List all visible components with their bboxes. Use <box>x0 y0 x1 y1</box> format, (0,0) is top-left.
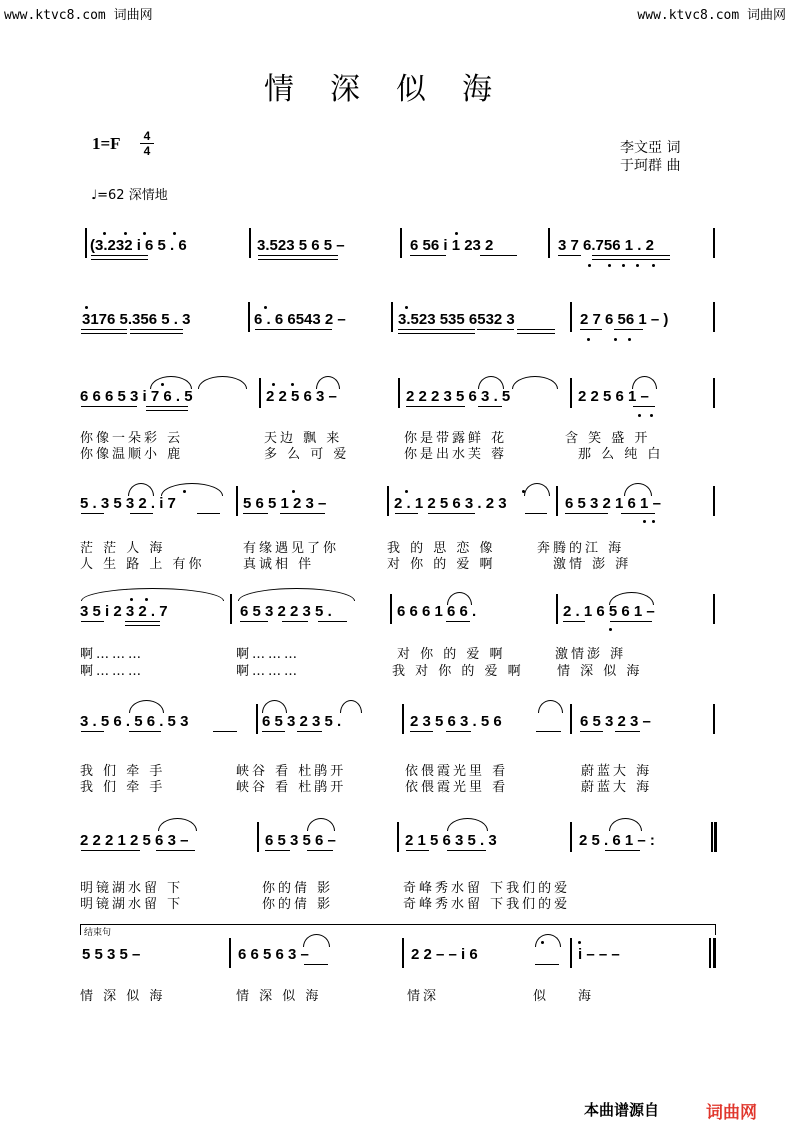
measure-notes: 6 5 3 2 3 5 . <box>262 713 342 730</box>
bar-line <box>391 302 393 332</box>
beam-line <box>563 621 585 622</box>
beam-line <box>243 513 268 514</box>
octave-dot <box>130 598 133 601</box>
slur-arc <box>535 934 561 947</box>
beam-line <box>125 625 160 626</box>
beam-line <box>535 964 559 965</box>
lyric-line: 你是出水芙 蓉 <box>404 447 508 462</box>
bar-line <box>714 822 717 852</box>
lyric-line: 依偎霞光里 看 <box>405 764 509 779</box>
lyric-line: 对 你 的 爱 啊 <box>387 557 496 572</box>
slur-arc <box>128 483 154 496</box>
measure-notes: 2 7 6 56 1 – ) <box>580 311 669 328</box>
bar-line <box>400 228 402 258</box>
slur-arc <box>609 818 642 831</box>
beam-line <box>280 513 325 514</box>
measure-notes: 2 5 . 6 1 – : <box>579 832 655 849</box>
bar-line <box>709 938 711 968</box>
time-signature-top: 4 <box>143 129 151 143</box>
beam-line <box>265 850 290 851</box>
measure-notes: 6 5 3 2 2 3 5 . <box>240 603 332 620</box>
beam-line <box>91 255 148 256</box>
beam-line <box>395 513 418 514</box>
lyric-line: 峡谷 看 杜鹃开 <box>236 780 347 795</box>
slur-arc <box>307 818 335 831</box>
site-watermark-left: www.ktvc8.com 词曲网 <box>4 8 153 23</box>
measure-notes: 6 6 6 5 3 i 7 6 . 5 <box>80 388 193 405</box>
beam-line <box>258 259 338 260</box>
bar-line <box>229 938 231 968</box>
beam-line <box>410 255 446 256</box>
slur-arc <box>303 934 330 947</box>
bar-line <box>398 378 400 408</box>
lyric-line: 啊……… <box>236 647 301 662</box>
beam-line <box>130 513 153 514</box>
slur-arc <box>632 376 657 389</box>
lyric-line: 你像一朵彩 云 <box>80 431 184 446</box>
beam-line <box>610 621 652 622</box>
octave-dot <box>264 306 267 309</box>
beam-line <box>125 621 160 622</box>
measure-notes: 2 1 5 6 3 5 . 3 <box>405 832 497 849</box>
lyric-line: 明镜湖水留 下 <box>80 897 184 912</box>
beam-line <box>81 329 127 330</box>
beam-line <box>536 731 561 732</box>
measure-notes: 6 6 5 6 3 – <box>238 946 309 963</box>
lyric-line: 我 对 你 的 爱 啊 <box>392 664 524 679</box>
source-label: 本曲谱源自 <box>584 1101 660 1119</box>
beam-line <box>81 850 140 851</box>
bar-line <box>390 594 392 624</box>
beam-line <box>213 731 237 732</box>
lyric-line: 明镜湖水留 下 <box>80 881 184 896</box>
octave-dot <box>587 338 590 341</box>
beam-line <box>615 731 640 732</box>
beam-line <box>255 329 332 330</box>
beam-line <box>307 850 333 851</box>
beam-line <box>262 731 285 732</box>
measure-notes: 6 5 3 2 3 – <box>580 713 651 730</box>
bar-line <box>387 486 389 516</box>
lyric-line: 奇峰秀水留 下我们的爱 <box>403 897 571 912</box>
measure-notes: 6 5 3 2 1 6 1 – <box>565 495 661 512</box>
lyric-line: 我 们 牵 手 <box>80 764 166 779</box>
measure-notes: 6 56 i 1 23 2 <box>410 237 494 254</box>
bar-line <box>713 704 715 734</box>
bar-line <box>570 938 572 968</box>
lyric-line: 你的倩 影 <box>262 897 334 912</box>
beam-line <box>130 333 183 334</box>
bar-line <box>236 486 238 516</box>
lyric-line: 情 深 似 海 <box>80 989 166 1004</box>
lyric-line: 依偎霞光里 看 <box>405 780 509 795</box>
octave-dot <box>541 941 544 944</box>
beam-line <box>480 255 517 256</box>
bar-line <box>556 486 558 516</box>
lyric-line: 含 笑 盛 开 <box>565 431 651 446</box>
measure-notes: 3 5 i 2 3 2 . 7 <box>80 603 168 620</box>
slur-arc <box>624 483 652 496</box>
measure-notes: 2 2 2 3 5 6 3 . 5 <box>406 388 511 405</box>
bar-line <box>713 938 716 968</box>
song-title: 情深似海 <box>264 72 528 107</box>
octave-dot <box>161 383 164 386</box>
octave-dot <box>643 520 646 523</box>
octave-dot <box>622 264 625 267</box>
slur-arc <box>447 592 472 605</box>
beam-line <box>406 406 465 407</box>
octave-dot <box>143 232 146 235</box>
measure-notes: 2 2 5 6 1 – <box>578 388 649 405</box>
beam-line <box>240 621 268 622</box>
slur-arc <box>538 700 563 713</box>
beam-line <box>91 259 148 260</box>
time-signature <box>140 130 154 157</box>
coda-label: 结束句 <box>84 928 112 938</box>
lyric-line: 激情澎 湃 <box>555 647 627 662</box>
lyric-line: 情深 <box>407 989 440 1004</box>
beam-line <box>81 621 104 622</box>
lyric-line: 啊……… <box>236 664 301 679</box>
slur-arc <box>150 376 192 389</box>
bar-line <box>570 822 572 852</box>
measure-notes: 2 . 1 6 5 6 1 – <box>563 603 655 620</box>
bar-line <box>248 302 250 332</box>
octave-dot <box>628 338 631 341</box>
beam-line <box>406 850 429 851</box>
lyric-line: 对 你 的 爱 啊 <box>397 647 506 662</box>
slur-arc <box>158 818 197 831</box>
slur-arc <box>524 483 550 496</box>
bar-line <box>570 704 572 734</box>
beam-line <box>478 406 502 407</box>
octave-dot <box>173 232 176 235</box>
beam-line <box>398 333 475 334</box>
lyric-line: 峡谷 看 杜鹃开 <box>236 764 347 779</box>
bar-line <box>402 938 404 968</box>
lyric-line: 天边 飘 来 <box>264 431 343 446</box>
lyric-line: 那 么 纯 白 <box>578 447 664 462</box>
beam-line <box>558 255 581 256</box>
beam-line <box>197 513 220 514</box>
measure-notes: 6 6 6 1 6 6 . <box>397 603 477 620</box>
octave-dot <box>183 490 186 493</box>
beam-line <box>621 513 655 514</box>
beam-line <box>282 621 308 622</box>
slur-arc <box>609 592 654 605</box>
octave-dot <box>405 490 408 493</box>
beam-line <box>81 731 104 732</box>
bar-line <box>249 228 251 258</box>
beam-line <box>517 333 555 334</box>
composer-credit: 于珂群 曲 <box>620 158 681 174</box>
bar-line <box>713 302 715 332</box>
time-signature-bottom: 4 <box>143 144 151 158</box>
lyric-line: 蔚蓝大 海 <box>581 764 653 779</box>
lyric-line: 有缘遇见了你 <box>243 541 340 556</box>
measure-notes: 3176 5.356 5 . 3 <box>82 311 191 328</box>
measure-notes: 3 7 6.756 1 . 2 <box>558 237 654 254</box>
slur-arc <box>198 376 247 389</box>
bar-line <box>257 822 259 852</box>
site-watermark-right: www.ktvc8.com 词曲网 <box>637 8 786 23</box>
beam-line <box>565 513 608 514</box>
octave-dot <box>292 490 295 493</box>
lyric-line: 似 <box>533 989 550 1004</box>
beam-line <box>446 621 470 622</box>
bar-line <box>570 302 572 332</box>
bar-line <box>713 486 715 516</box>
bar-line <box>713 378 715 408</box>
measure-notes: 3 . 5 6 . 5 6 . 5 3 <box>80 713 189 730</box>
beam-line <box>614 329 643 330</box>
octave-dot <box>609 628 612 631</box>
measure-notes: 5 6 5 1 2 3 – <box>243 495 327 512</box>
lyric-line: 啊……… <box>80 664 145 679</box>
bar-line <box>548 228 550 258</box>
slur-arc <box>129 700 164 713</box>
measure-notes: 2 2 – – i 6 <box>411 946 478 963</box>
bar-line <box>256 704 258 734</box>
beam-line <box>130 329 183 330</box>
slur-arc <box>478 376 504 389</box>
beam-line <box>580 731 603 732</box>
key-signature: 1=F <box>92 134 121 153</box>
lyric-line: 海 <box>578 989 595 1004</box>
lyric-line: 激情 澎 湃 <box>553 557 632 572</box>
site-logo-text: 词曲网 <box>706 1103 757 1123</box>
octave-dot <box>638 414 641 417</box>
beam-line <box>398 329 475 330</box>
lyric-line: 你是带露鲜 花 <box>404 431 508 446</box>
lyric-line: 你像温顺小 鹿 <box>80 447 184 462</box>
slur-arc <box>447 818 488 831</box>
octave-dot <box>272 383 275 386</box>
measure-notes: i – – – <box>578 946 620 963</box>
bar-line <box>713 594 715 624</box>
beam-line <box>318 621 347 622</box>
lyric-line: 我 的 思 恋 像 <box>387 541 496 556</box>
beam-line <box>297 731 322 732</box>
measure-notes: 3.523 535 6532 3 <box>398 311 515 328</box>
beam-line <box>517 329 555 330</box>
bar-line <box>397 822 399 852</box>
bar-line <box>85 228 87 258</box>
beam-line <box>410 731 433 732</box>
measure-notes: 6 5 3 5 6 – <box>265 832 336 849</box>
lyric-line: 奇峰秀水留 下我们的爱 <box>403 881 571 896</box>
beam-line <box>146 410 188 411</box>
beam-line <box>81 333 127 334</box>
octave-dot <box>85 306 88 309</box>
beam-line <box>146 406 188 407</box>
beam-line <box>633 406 655 407</box>
octave-dot <box>124 232 127 235</box>
measure-notes: 5 5 3 5 – <box>82 946 141 963</box>
bar-line <box>230 594 232 624</box>
octave-dot <box>522 490 525 493</box>
lyric-line: 真诚相 伴 <box>243 557 315 572</box>
lyric-line: 我 们 牵 手 <box>80 780 166 795</box>
octave-dot <box>578 941 581 944</box>
beam-line <box>592 255 670 256</box>
bar-line <box>713 228 715 258</box>
beam-line <box>304 964 328 965</box>
slur-arc <box>238 588 355 601</box>
beam-line <box>525 513 547 514</box>
octave-dot <box>636 264 639 267</box>
lyric-line: 茫 茫 人 海 <box>80 541 166 556</box>
slur-arc <box>262 700 287 713</box>
lyric-line: 奔腾的江 海 <box>537 541 625 556</box>
beam-line <box>129 731 161 732</box>
measure-notes: 2 . 1 2 5 6 3 . 2 3 <box>394 495 507 512</box>
beam-line <box>592 259 670 260</box>
beam-line <box>258 255 338 256</box>
measure-notes: (3.232 i 6 5 . 6 <box>90 237 187 254</box>
beam-line <box>447 850 486 851</box>
beam-line <box>81 513 104 514</box>
octave-dot <box>588 264 591 267</box>
slur-arc <box>316 376 340 389</box>
octave-dot <box>455 232 458 235</box>
measure-notes: 3.523 5 6 5 – <box>257 237 345 254</box>
beam-line <box>477 329 514 330</box>
bar-line <box>556 594 558 624</box>
beam-line <box>81 406 137 407</box>
beam-line <box>156 850 195 851</box>
beam-line <box>446 731 471 732</box>
octave-dot <box>614 338 617 341</box>
bar-line <box>711 822 713 852</box>
measure-notes: 2 2 2 1 2 5 6 3 – <box>80 832 189 849</box>
measure-notes: 6 . 6 6543 2 – <box>254 311 346 328</box>
lyricist-credit: 李文亞 词 <box>620 140 681 156</box>
octave-dot <box>652 520 655 523</box>
lyric-line: 蔚蓝大 海 <box>581 780 653 795</box>
tempo-marking: ♩=62 深情地 <box>91 188 168 203</box>
lyric-line: 情 深 似 海 <box>557 664 643 679</box>
lyric-line: 人 生 路 上 有你 <box>80 557 205 572</box>
slur-arc <box>512 376 558 389</box>
slur-arc <box>161 483 223 496</box>
beam-line <box>428 513 475 514</box>
octave-dot <box>650 414 653 417</box>
bar-line <box>259 378 261 408</box>
octave-dot <box>652 264 655 267</box>
lyric-line: 啊……… <box>80 647 145 662</box>
octave-dot <box>291 383 294 386</box>
measure-notes: 2 2 5 6 3 – <box>266 388 337 405</box>
slur-arc <box>81 588 224 601</box>
measure-notes: 5 . 3 5 3 2 . i 7 <box>80 495 176 512</box>
beam-line <box>605 850 640 851</box>
measure-notes: 2 3 5 6 3 . 5 6 <box>410 713 502 730</box>
beam-line <box>580 329 602 330</box>
octave-dot <box>103 232 106 235</box>
coda-bracket <box>80 924 716 935</box>
bar-line <box>402 704 404 734</box>
octave-dot <box>145 598 148 601</box>
octave-dot <box>405 306 408 309</box>
octave-dot <box>608 264 611 267</box>
bar-line <box>570 378 572 408</box>
slur-arc <box>340 700 362 713</box>
lyric-line: 多 么 可 爱 <box>264 447 350 462</box>
lyric-line: 你的倩 影 <box>262 881 334 896</box>
lyric-line: 情 深 似 海 <box>236 989 322 1004</box>
